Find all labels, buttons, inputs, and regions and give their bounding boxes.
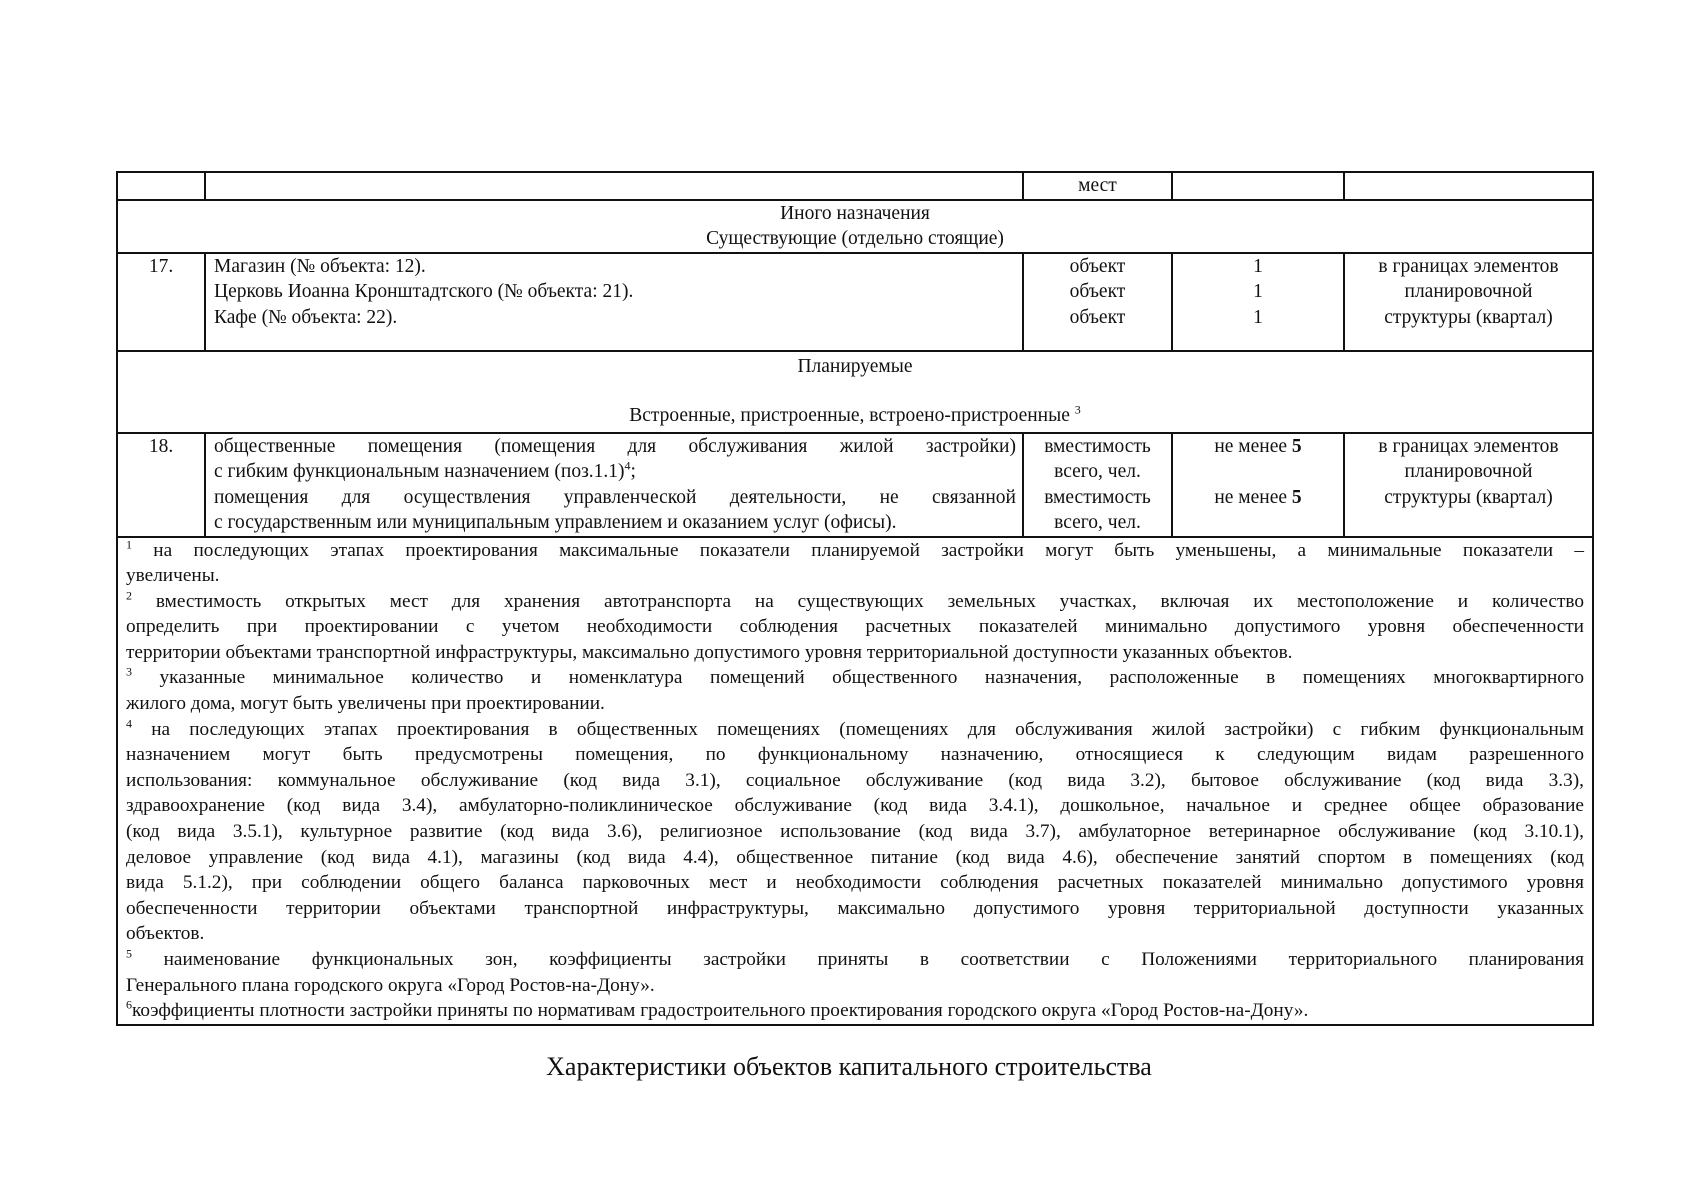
value: 1 <box>1253 255 1263 277</box>
cell-unit: мест <box>1023 172 1172 200</box>
objects-table <box>116 171 1594 1026</box>
object-name: Кафе (№ объекта: 22). <box>214 306 398 328</box>
footnote-2: $^2$ вместимость открытых мест для хранения автотранспорта на существующих земельных участках, включая их местоположение и количество <box>126 588 1584 612</box>
value: 1 <box>1253 306 1263 328</box>
footnotes-row <box>117 537 1593 1025</box>
footnotes: $^1$ на последующих этапах проектирования максимальные показатели планируемой застройки могут быть уменьшены, а минимальные показатели – увеличены. $^2$ вместимость открытых мест для хранения автотранспорта на существующих земельных участках, включая их местоположение и количество определить при проектировании с учетом необходимости соблюдения расчетных показателей минимально допустимого уровня обеспеченности территории объектами транспортной инфраструктуры, максимально допустимого уровня территориальной доступности указанных объектов. $^3$ указанные минимальное количество и номенклатура помещений общественного назначения, расположенные в помещениях многоквартирного жилого дома, могут быть увеличены при проектировании. $^4$ на последующих этапах проектирования в общественных помещениях (помещениях для обслуживания жилой застройки) с гибким функциональным назначением могут быть предусмотрены помещения, по функциональному назначению, относящиеся к следующим видам разрешенного использования: коммунальное обслуживание (код вида 3.1), социальное обслуживание (код вида 3.2), бытовое обслуживание (код вида 3.3), здравоохранение (код вида 3.4), амбулаторно-поликлиническое обслуживание (код вида 3.4.1), дошкольное, начальное и среднее общее образование (код вида 3.5.1), культурное развитие (код вида 3.6), религиозное использование (код вида 3.7), амбулаторное ветеринарное обслуживание (код 3.10.1), деловое управление (код вида 4.1), магазины (код вида 4.4), общественное питание (код вида 4.6), обеспечение занятий спортом в помещениях (код вида 5.1.2), при соблюдении общего баланса парковочных мест и необходимости соблюдения расчетных показателей минимально допустимого уровня обеспеченности территории объектами транспортной инфраструктуры, максимально допустимого уровня территориальной доступности указанных объектов. $^5$ наименование функциональных зон, коэффициенты застройки приняты в соответствии с Положениями территориального планирования Генерального плана городского округа «Город Ростов-на-Дону». $^6$коэффициенты плотности застройки приняты по нормативам градостроительного проектирования городского округа «Город Ростов-на-Дону». <box>117 537 1593 1025</box>
object-name: Церковь Иоанна Кронштадтского (№ объекта: 21). <box>214 281 634 302</box>
footnote-ref: 3 <box>1074 402 1081 417</box>
footnote-6: $^6$коэффициенты плотности застройки приняты по нормативам градостроительного проектирования городского округа «Город Ростов-на-Дону». <box>126 997 1309 1022</box>
table-row-18 <box>117 433 1593 537</box>
section-header-other <box>117 200 1593 253</box>
unit-label: объект <box>1069 281 1126 302</box>
cell-value-empty <box>1172 172 1344 200</box>
row-number: 17. <box>117 253 205 351</box>
unit-label: объект <box>1069 306 1126 328</box>
unit-label: объект <box>1069 255 1126 277</box>
footnote-3: $^3$ указанные минимальное количество и номенклатура помещений общественного назначения, расположенные в помещениях многоквартирного <box>126 665 1584 689</box>
cell-location: в границах элементов планировочной структуры (квартал) <box>1344 433 1593 537</box>
object-name: Магазин (№ объекта: 12). <box>214 255 426 277</box>
section-caption: Характеристики объектов капитального строительства <box>546 1052 1152 1081</box>
cell-units <box>1023 253 1172 351</box>
document-sheet <box>116 171 1592 1026</box>
cell-location: в границах элементов планировочной структуры (квартал) <box>1344 253 1593 351</box>
section-header-planned <box>117 351 1593 433</box>
footnote-ref: 4 <box>624 458 631 473</box>
cell-num-empty <box>117 172 205 200</box>
footnote-1: $^1$ на последующих этапах проектирования максимальные показатели планируемой застройки могут быть уменьшены, а минимальные показатели – <box>126 537 1585 561</box>
section-subtitle: Встроенные, пристроенные, встроено-пристроенные $^3$ <box>629 402 1081 426</box>
footnote-5: $^5$ наименование функциональных зон, коэффициенты застройки приняты в соответствии с Положениями территориального планирования <box>126 946 1585 970</box>
table-row-continuation <box>117 172 1593 200</box>
footnote-4: $^4$ на последующих этапах проектирования в общественных помещениях (помещениях для обслуживания жилой застройки) с гибким функциональным <box>126 716 1584 740</box>
section-subtitle: Существующие (отдельно стоящие) <box>706 228 1004 249</box>
cell-object-names <box>205 253 1023 351</box>
cell-name-empty <box>205 172 1023 200</box>
section-title: Иного назначения <box>780 202 930 224</box>
cell-units: вместимость всего, чел. вместимость всего, чел. <box>1023 433 1172 537</box>
row-number: 18. <box>117 433 205 537</box>
cell-location-empty <box>1344 172 1593 200</box>
cell-object-names: общественные помещения (помещения для обслуживания жилой застройки) с гибким функциональным назначением $(поз.1.1)^4$; помещения для осуществления управленческой деятельности, не связанной с государственным или муниципальным управлением и оказанием услуг (офисы). <box>205 433 1023 537</box>
cell-values <box>1172 253 1344 351</box>
cell-values: не менее 5 не менее 5 <box>1172 433 1344 537</box>
table-row-17 <box>117 253 1593 351</box>
value: 1 <box>1253 281 1263 302</box>
section-title: Планируемые <box>797 355 913 377</box>
